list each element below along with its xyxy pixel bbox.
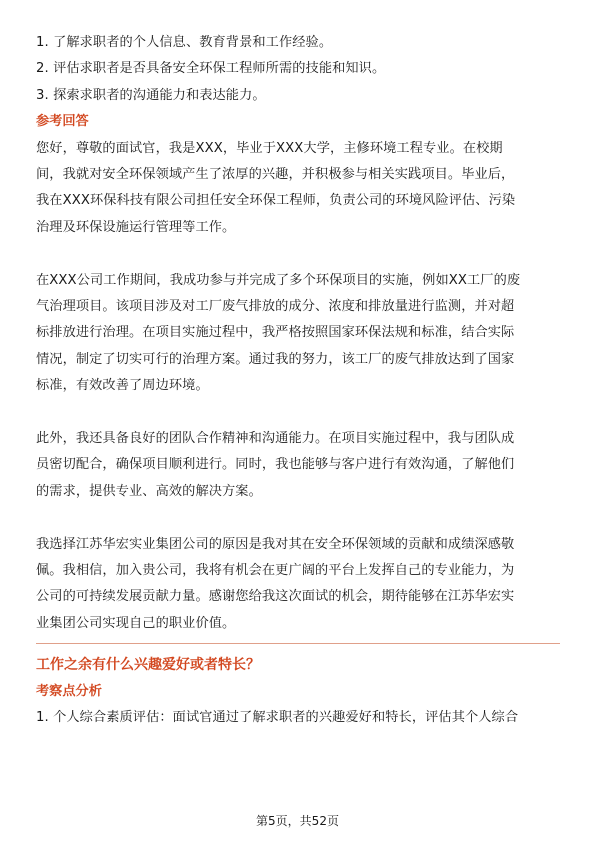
paragraph-line: 此外，我还具备良好的团队合作精神和沟通能力。在项目实施过程中，我与团队成 xyxy=(36,431,515,447)
answer-paragraph xyxy=(36,268,560,400)
analysis-heading: 考察点分析 xyxy=(36,683,102,699)
paragraph-gap xyxy=(36,241,560,267)
answer-heading: 参考回答 xyxy=(36,114,89,130)
paragraph-line: 治理及环保设施运行管理等工作。 xyxy=(36,219,236,235)
paragraph-line: 在XXX公司工作期间，我成功参与并完成了多个环保项目的实施，例如XX工厂的废 xyxy=(36,272,521,288)
list-item: 2. 评估求职者是否具备安全环保工程师所需的技能和知识。 xyxy=(36,61,386,77)
paragraph-line: 气治理项目。该项目涉及对工厂废气排放的成分、浓度和排放量进行监测，并对超 xyxy=(36,299,515,314)
page-footer: 第5页，共52页 xyxy=(256,814,339,828)
question-title: 工作之余有什么兴趣爱好或者特长？ xyxy=(36,657,260,674)
paragraph-line: 标准，有效改善了周边环境。 xyxy=(36,378,209,394)
paragraph-line: 我选择江苏华宏实业集团公司的原因是我对其在安全环保领域的贡献和成绩深感敬 xyxy=(36,536,515,552)
paragraph-line: 公司的可持续发展贡献力量。感谢您给我这次面试的机会，期待能够在江苏华宏实 xyxy=(36,589,515,605)
answer-paragraph xyxy=(36,532,560,638)
answer-paragraph xyxy=(36,136,560,242)
intro-list xyxy=(36,30,560,109)
page-content xyxy=(36,30,560,731)
list-item: 3. 探索求职者的沟通能力和表达能力。 xyxy=(36,87,266,103)
paragraph-line: 情况，制定了切实可行的治理方案。通过我的努力，该工厂的废气排放达到了国家 xyxy=(36,351,515,367)
paragraph-line: 佩。我相信，加入贵公司，我将有机会在更广阔的平台上发挥自己的专业能力，为 xyxy=(36,563,515,579)
paragraph-line: 员密切配合，确保项目顺利进行。同时，我也能够与客户进行有效沟通，了解他们 xyxy=(36,457,515,473)
paragraph-line: 您好，尊敬的面试官，我是XXX，毕业于XXX大学，主修环境工程专业。在校期 xyxy=(36,140,503,156)
paragraph-line: 的需求，提供专业、高效的解决方案。 xyxy=(36,483,262,499)
paragraph-gap xyxy=(36,400,560,426)
paragraph-line: 业集团公司实现自己的职业价值。 xyxy=(36,615,236,631)
answer-paragraph xyxy=(36,426,560,505)
paragraph-line: 间，我就对安全环保领域产生了浓厚的兴趣，并积极参与相关实践项目。毕业后， xyxy=(36,166,515,182)
section-divider xyxy=(36,643,560,644)
analysis-line: 1. 个人综合素质评估：面试官通过了解求职者的兴趣爱好和特长，评估其个人综合 xyxy=(36,710,519,726)
list-item: 1. 了解求职者的个人信息、教育背景和工作经验。 xyxy=(36,35,333,50)
paragraph-gap xyxy=(36,505,560,531)
paragraph-line: 我在XXX环保科技有限公司担任安全环保工程师，负责公司的环境风险评估、污染 xyxy=(36,193,516,209)
paragraph-line: 标排放进行治理。在项目实施过程中，我严格按照国家环保法规和标准，结合实际 xyxy=(36,325,515,341)
